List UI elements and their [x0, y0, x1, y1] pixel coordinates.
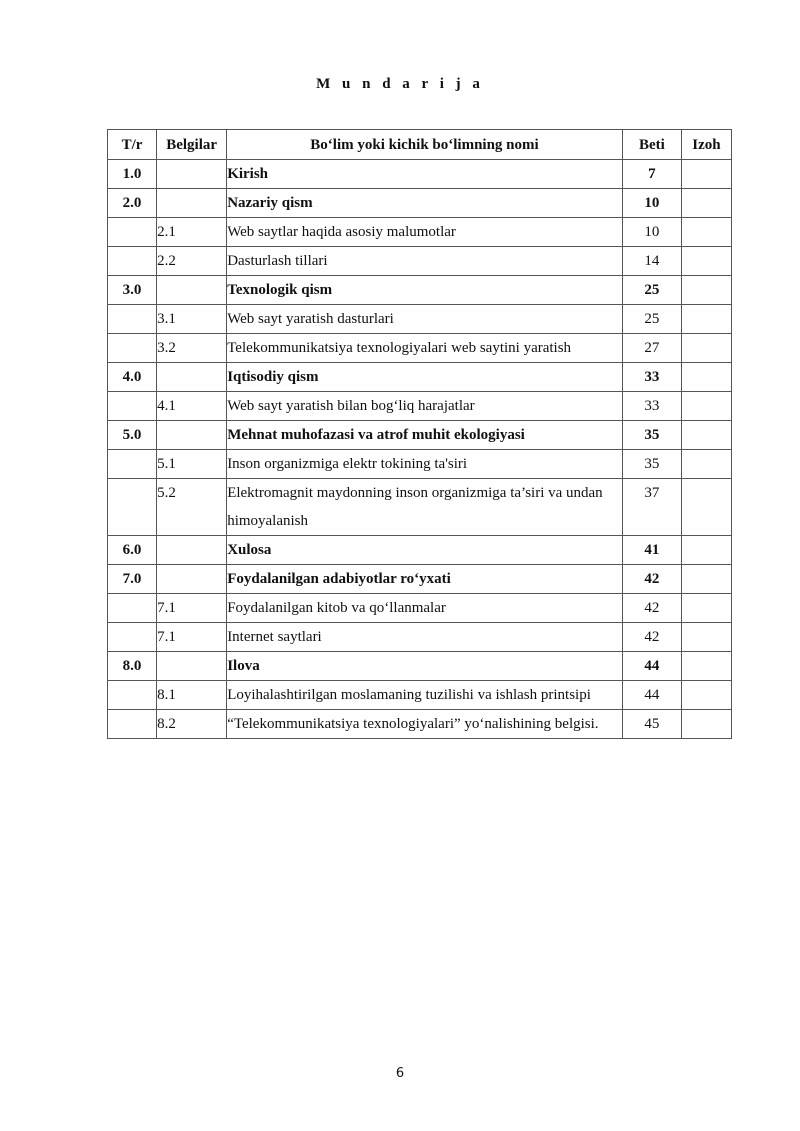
- page-number: 6: [395, 1066, 405, 1081]
- row-title: Ilova: [227, 652, 623, 681]
- row-title: Kirish: [227, 160, 623, 189]
- table-row: [108, 536, 732, 565]
- row-code: 2.2: [157, 247, 227, 276]
- table-row: [108, 218, 732, 247]
- row-page: 42: [622, 565, 681, 594]
- row-title: Internet saytlari: [227, 623, 623, 652]
- row-code: 8.2: [157, 710, 227, 739]
- row-note: [681, 623, 731, 652]
- row-number: 5.0: [108, 421, 157, 450]
- row-number: [108, 334, 157, 363]
- row-number: 7.0: [108, 565, 157, 594]
- row-note: [681, 565, 731, 594]
- table-row: [108, 710, 732, 739]
- row-title: Texnologik qism: [227, 276, 623, 305]
- row-page: 42: [622, 594, 681, 623]
- row-page: 33: [622, 363, 681, 392]
- row-page: 25: [622, 305, 681, 334]
- table-row: [108, 189, 732, 218]
- row-note: [681, 276, 731, 305]
- row-title: Xulosa: [227, 536, 623, 565]
- table-row: [108, 160, 732, 189]
- row-code: [157, 536, 227, 565]
- table-header-row: [108, 130, 732, 160]
- row-page: 35: [622, 421, 681, 450]
- table-row: [108, 681, 732, 710]
- table-row: [108, 334, 732, 363]
- row-code: 5.1: [157, 450, 227, 479]
- row-title: Foydalanilgan kitob va qo‘llanmalar: [227, 594, 623, 623]
- row-title: Dasturlash tillari: [227, 247, 623, 276]
- table-row: [108, 594, 732, 623]
- row-page: 42: [622, 623, 681, 652]
- table-row: [108, 421, 732, 450]
- row-page: 10: [622, 218, 681, 247]
- row-code: 3.1: [157, 305, 227, 334]
- row-code: [157, 652, 227, 681]
- row-code: [157, 189, 227, 218]
- row-title: Nazariy qism: [227, 189, 623, 218]
- row-number: 8.0: [108, 652, 157, 681]
- header-name: Bo‘lim yoki kichik bo‘limning nomi: [227, 130, 623, 160]
- row-note: [681, 305, 731, 334]
- row-page: 35: [622, 450, 681, 479]
- row-code: 8.1: [157, 681, 227, 710]
- header-page: Beti: [622, 130, 681, 160]
- row-number: [108, 623, 157, 652]
- row-note: [681, 710, 731, 739]
- row-code: 5.2: [157, 479, 227, 536]
- table-row: [108, 450, 732, 479]
- row-title: Inson organizmiga elektr tokining ta'siri: [227, 450, 623, 479]
- row-code: [157, 363, 227, 392]
- table-row: [108, 276, 732, 305]
- row-title: Web saytlar haqida asosiy malumotlar: [227, 218, 623, 247]
- row-number: 3.0: [108, 276, 157, 305]
- row-note: [681, 479, 731, 536]
- row-number: 2.0: [108, 189, 157, 218]
- row-number: 1.0: [108, 160, 157, 189]
- row-title: Web sayt yaratish dasturlari: [227, 305, 623, 334]
- row-note: [681, 363, 731, 392]
- row-number: [108, 479, 157, 536]
- row-code: [157, 421, 227, 450]
- row-page: 44: [622, 681, 681, 710]
- row-page: 44: [622, 652, 681, 681]
- row-code: [157, 276, 227, 305]
- row-title: Mehnat muhofazasi va atrof muhit ekologiyasi: [227, 421, 623, 450]
- table-row: [108, 652, 732, 681]
- row-note: [681, 189, 731, 218]
- row-page: 45: [622, 710, 681, 739]
- row-code: [157, 160, 227, 189]
- row-title: Foydalanilgan adabiyotlar ro‘yxati: [227, 565, 623, 594]
- row-code: 2.1: [157, 218, 227, 247]
- row-page: 27: [622, 334, 681, 363]
- row-note: [681, 334, 731, 363]
- row-title: “Telekommunikatsiya texnologiyalari” yo‘nalishining belgisi.: [227, 710, 623, 739]
- row-number: [108, 681, 157, 710]
- table-row: [108, 392, 732, 421]
- row-page: 41: [622, 536, 681, 565]
- header-note: Izoh: [681, 130, 731, 160]
- row-note: [681, 247, 731, 276]
- row-note: [681, 218, 731, 247]
- table-row: [108, 623, 732, 652]
- row-number: [108, 218, 157, 247]
- row-number: [108, 594, 157, 623]
- row-code: 7.1: [157, 594, 227, 623]
- row-page: 37: [622, 479, 681, 536]
- page-title: M u n d a r i j a: [316, 76, 484, 92]
- row-number: 4.0: [108, 363, 157, 392]
- table-row: [108, 479, 732, 536]
- row-note: [681, 536, 731, 565]
- row-title: Telekommunikatsiya texnologiyalari web saytini yaratish: [227, 334, 623, 363]
- row-code: 4.1: [157, 392, 227, 421]
- header-code: Belgilar: [157, 130, 227, 160]
- row-note: [681, 652, 731, 681]
- row-code: [157, 565, 227, 594]
- row-note: [681, 450, 731, 479]
- row-number: [108, 247, 157, 276]
- row-number: [108, 392, 157, 421]
- row-number: [108, 305, 157, 334]
- row-page: 25: [622, 276, 681, 305]
- row-title: Iqtisodiy qism: [227, 363, 623, 392]
- table-row: [108, 565, 732, 594]
- row-title: Web sayt yaratish bilan bog‘liq harajatlar: [227, 392, 623, 421]
- contents-body: [108, 160, 732, 739]
- row-note: [681, 681, 731, 710]
- row-page: 33: [622, 392, 681, 421]
- row-number: 6.0: [108, 536, 157, 565]
- row-page: 14: [622, 247, 681, 276]
- row-page: 7: [622, 160, 681, 189]
- row-page: 10: [622, 189, 681, 218]
- row-title: Loyihalashtirilgan moslamaning tuzilishi va ishlash printsipi: [227, 681, 623, 710]
- contents-table: [107, 129, 732, 739]
- row-note: [681, 392, 731, 421]
- row-number: [108, 450, 157, 479]
- row-note: [681, 594, 731, 623]
- row-code: 7.1: [157, 623, 227, 652]
- header-tr: T/r: [108, 130, 157, 160]
- table-row: [108, 305, 732, 334]
- row-note: [681, 421, 731, 450]
- row-title: Elektromagnit maydonning inson organizmiga ta’siri va undan himoyalanish: [227, 479, 623, 536]
- table-row: [108, 363, 732, 392]
- row-number: [108, 710, 157, 739]
- row-note: [681, 160, 731, 189]
- table-row: [108, 247, 732, 276]
- row-code: 3.2: [157, 334, 227, 363]
